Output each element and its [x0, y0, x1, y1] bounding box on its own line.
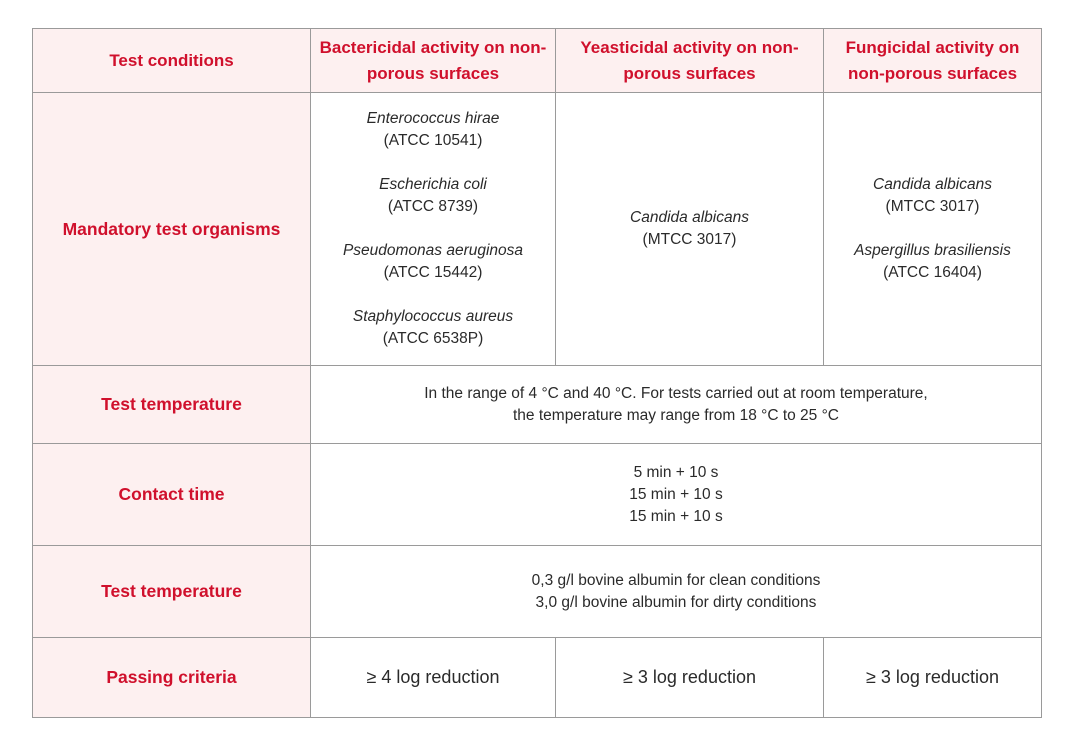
efficacy-table-container — [32, 28, 1042, 718]
yeasticidal-organisms-cell — [556, 93, 824, 366]
organism-strain: (MTCC 3017) — [642, 231, 737, 248]
contact-time-line: 15 min + 10 s — [629, 507, 723, 525]
bactericidal-organisms-cell — [311, 93, 556, 366]
organism-name: Enterococcus hirae — [366, 110, 500, 127]
contact-time-value-cell — [311, 444, 1042, 546]
organism-strain: (MTCC 3017) — [885, 198, 980, 215]
yeasticidal-passing-cell: ≥ 3 log reduction — [556, 638, 824, 718]
temperature-line: In the range of 4 °C and 40 °C. For tests carried out at room temperature, — [424, 384, 928, 402]
organism-strain: (ATCC 15442) — [383, 264, 483, 281]
header-test-conditions: Test conditions — [33, 29, 311, 93]
organism-name: Aspergillus brasiliensis — [854, 242, 1011, 259]
passing-criteria-row — [33, 638, 1042, 718]
header-yeasticidal: Yeasticidal activity on non-porous surfaces — [556, 29, 824, 93]
organism-entry — [319, 108, 547, 152]
organisms-row — [33, 93, 1042, 366]
header-fungicidal: Fungicidal activity on non-porous surfaces — [824, 29, 1042, 93]
interfering-line: 0,3 g/l bovine albumin for clean conditions — [531, 571, 821, 589]
row-label-organisms: Mandatory test organisms — [33, 93, 311, 366]
temperature-row — [33, 366, 1042, 444]
organism-entry — [564, 207, 815, 251]
contact-time-line: 5 min + 10 s — [633, 463, 719, 481]
organism-strain: (ATCC 8739) — [387, 198, 479, 215]
organism-name: Candida albicans — [873, 176, 992, 193]
organism-entry — [319, 174, 547, 218]
organism-entry — [832, 240, 1033, 284]
row-label-interfering: Test temperature — [33, 546, 311, 638]
temperature-line: the temperature may range from 18 °C to 25 °C — [513, 406, 839, 424]
row-label-contact-time: Contact time — [33, 444, 311, 546]
organism-name: Staphylococcus aureus — [352, 308, 514, 325]
interfering-line: 3,0 g/l bovine albumin for dirty conditions — [535, 593, 817, 611]
contact-time-line: 15 min + 10 s — [629, 485, 723, 503]
organism-name: Pseudomonas aeruginosa — [342, 242, 524, 259]
header-row — [33, 29, 1042, 93]
header-bactericidal: Bactericidal activity on non-porous surfaces — [311, 29, 556, 93]
fungicidal-organisms-cell — [824, 93, 1042, 366]
temperature-value-cell — [311, 366, 1042, 444]
organism-entry — [319, 240, 547, 284]
organism-name: Escherichia coli — [379, 176, 487, 193]
row-label-temperature: Test temperature — [33, 366, 311, 444]
row-label-passing: Passing criteria — [33, 638, 311, 718]
organism-name: Candida albicans — [630, 209, 749, 226]
interfering-value-cell — [311, 546, 1042, 638]
efficacy-test-table — [32, 28, 1042, 718]
organism-strain: (ATCC 6538P) — [382, 330, 484, 347]
organism-entry — [832, 174, 1033, 218]
fungicidal-passing-cell: ≥ 3 log reduction — [824, 638, 1042, 718]
organism-strain: (ATCC 10541) — [383, 132, 483, 149]
interfering-substance-row — [33, 546, 1042, 638]
organism-entry — [319, 306, 547, 350]
contact-time-row — [33, 444, 1042, 546]
organism-strain: (ATCC 16404) — [883, 264, 982, 281]
bactericidal-passing-cell: ≥ 4 log reduction — [311, 638, 556, 718]
